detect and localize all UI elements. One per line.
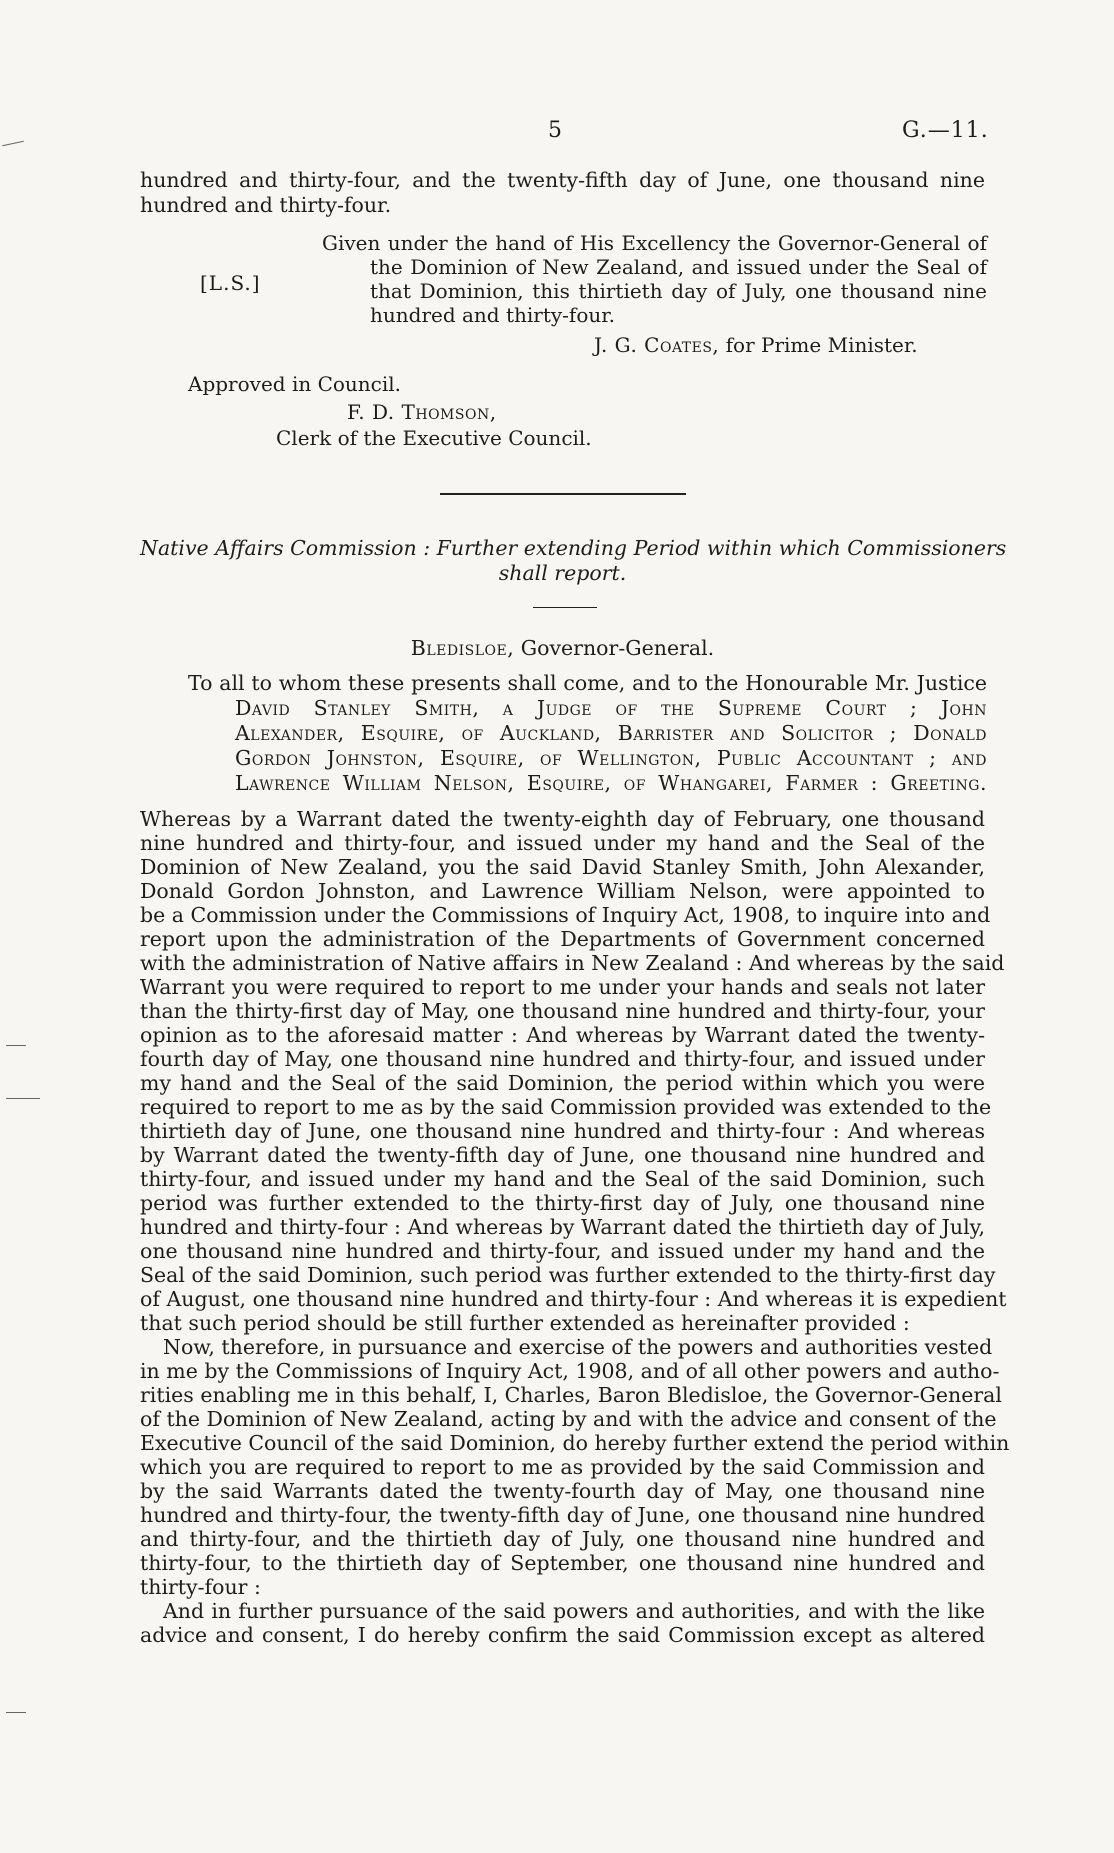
body-line: Donald Gordon Johnston, and Lawrence William Nelson, were appointed to [140, 879, 985, 903]
body-line: opinion as to the aforesaid matter : And whereas by Warrant dated the twenty- [140, 1023, 985, 1047]
body-line: of August, one thousand nine hundred and thirty-four : And whereas it is expedient [140, 1287, 1007, 1311]
approval-text: Approved in Council. [188, 372, 402, 396]
body-line: my hand and the Seal of the said Dominion, the period within which you were [140, 1071, 985, 1095]
body-line: that such period should be still further extended as hereinafter provided : [140, 1311, 910, 1335]
body-line: required to report to me as by the said Commission provided was extended to the [140, 1095, 992, 1119]
body-line: Dominion of New Zealand, you the said David Stanley Smith, John Alexander, [140, 855, 985, 879]
governor-name: Bledisloe, [410, 636, 515, 660]
signatory-role: for Prime Minister. [719, 333, 918, 357]
section-title: Native Affairs Commission : Further extending Period within which Commissioners [140, 536, 1007, 560]
body-line: by the said Warrants dated the twenty-fourth day of May, one thousand nine [140, 1479, 985, 1503]
body-line: be a Commission under the Commissions of Inquiry Act, 1908, to inquire into and [140, 903, 991, 927]
margin-mark [6, 1098, 40, 1099]
body-line: thirty-four : [140, 1575, 261, 1599]
governor-line [140, 636, 985, 660]
body-line: Warrant you were required to report to me under your hands and seals not later [140, 975, 985, 999]
body-line: rities enabling me in this behalf, I, Charles, Baron Bledisloe, the Governor-General [140, 1383, 1002, 1407]
governor-title: Governor-General. [514, 636, 715, 660]
body-line: advice and consent, I do hereby confirm the said Commission except as altered [140, 1623, 985, 1647]
body-line: Whereas by a Warrant dated the twenty-eighth day of February, one thousand [140, 807, 985, 831]
short-divider [533, 607, 597, 608]
address-line: David Stanley Smith, a Judge of the Supreme Court ; John [235, 696, 987, 720]
page-number: 5 [548, 118, 562, 143]
clerk-title: Clerk of the Executive Council. [276, 426, 592, 450]
body-line: and thirty-four, and the thirtieth day of July, one thousand nine hundred and [140, 1527, 985, 1551]
clerk-name: F. D. Thomson, [347, 400, 497, 424]
body-line: Executive Council of the said Dominion, do hereby further extend the period within [140, 1431, 1010, 1455]
address-line: Lawrence William Nelson, Esquire, of Whangarei, Farmer : Greeting. [235, 771, 987, 795]
body-line: period was further extended to the thirty-first day of July, one thousand nine [140, 1191, 985, 1215]
seal-mark: [L.S.] [200, 271, 261, 295]
body-line: one thousand nine hundred and thirty-four, and issued under my hand and the [140, 1239, 985, 1263]
body-line: of the Dominion of New Zealand, acting by and with the advice and consent of the [140, 1407, 997, 1431]
address-line: Alexander, Esquire, of Auckland, Barrister and Solicitor ; Donald [235, 721, 987, 745]
continuation-line: hundred and thirty-four. [140, 193, 392, 217]
body-line: fourth day of May, one thousand nine hundred and thirty-four, and issued under [140, 1047, 985, 1071]
body-line: report upon the administration of the Departments of Government concerned [140, 927, 985, 951]
section-title-continued: shall report. [498, 561, 627, 585]
body-line: in me by the Commissions of Inquiry Act, 1908, and of all other powers and autho- [140, 1359, 1000, 1383]
margin-mark [6, 1045, 26, 1046]
body-line: nine hundred and thirty-four, and issued under my hand and the Seal of the [140, 831, 985, 855]
body-line: thirtieth day of June, one thousand nine hundred and thirty-four : And whereas [140, 1119, 985, 1143]
body-line: Now, therefore, in pursuance and exercise of the powers and authorities vested [163, 1335, 993, 1359]
address-line: Gordon Johnston, Esquire, of Wellington, Public Accountant ; and [235, 746, 987, 770]
body-line: by Warrant dated the twenty-fifth day of June, one thousand nine hundred and [140, 1143, 985, 1167]
given-under-line: the Dominion of New Zealand, and issued under the Seal of [370, 255, 987, 279]
given-under-line: that Dominion, this thirtieth day of July, one thousand nine [370, 279, 987, 303]
body-line: hundred and thirty-four : And whereas by Warrant dated the thirtieth day of July, [140, 1215, 985, 1239]
given-under-line: Given under the hand of His Excellency the Governor-General of [322, 231, 987, 255]
body-line: thirty-four, and issued under my hand and the Seal of the said Dominion, such [140, 1167, 985, 1191]
document-reference: G.—11. [902, 118, 989, 143]
given-under-line: hundred and thirty-four. [370, 303, 615, 327]
body-line: which you are required to report to me as provided by the said Commission and [140, 1455, 985, 1479]
body-line: than the thirty-first day of May, one thousand nine hundred and thirty-four, your [140, 999, 985, 1023]
body-line: thirty-four, to the thirtieth day of September, one thousand nine hundred and [140, 1551, 985, 1575]
body-line: And in further pursuance of the said powers and authorities, and with the like [163, 1599, 985, 1623]
continuation-line: hundred and thirty-four, and the twenty-fifth day of June, one thousand nine [140, 168, 985, 192]
signatory-name: J. G. Coates, [594, 333, 720, 357]
body-line: Seal of the said Dominion, such period was further extended to the thirty-first day [140, 1263, 996, 1287]
address-line: To all to whom these presents shall come, and to the Honourable Mr. Justice [188, 671, 987, 695]
signature [594, 333, 918, 357]
body-line: hundred and thirty-four, the twenty-fifth day of June, one thousand nine hundred [140, 1503, 985, 1527]
section-divider [440, 493, 686, 495]
body-line: with the administration of Native affairs in New Zealand : And whereas by the said [140, 951, 1005, 975]
margin-mark [2, 141, 24, 147]
margin-mark [6, 1712, 26, 1713]
